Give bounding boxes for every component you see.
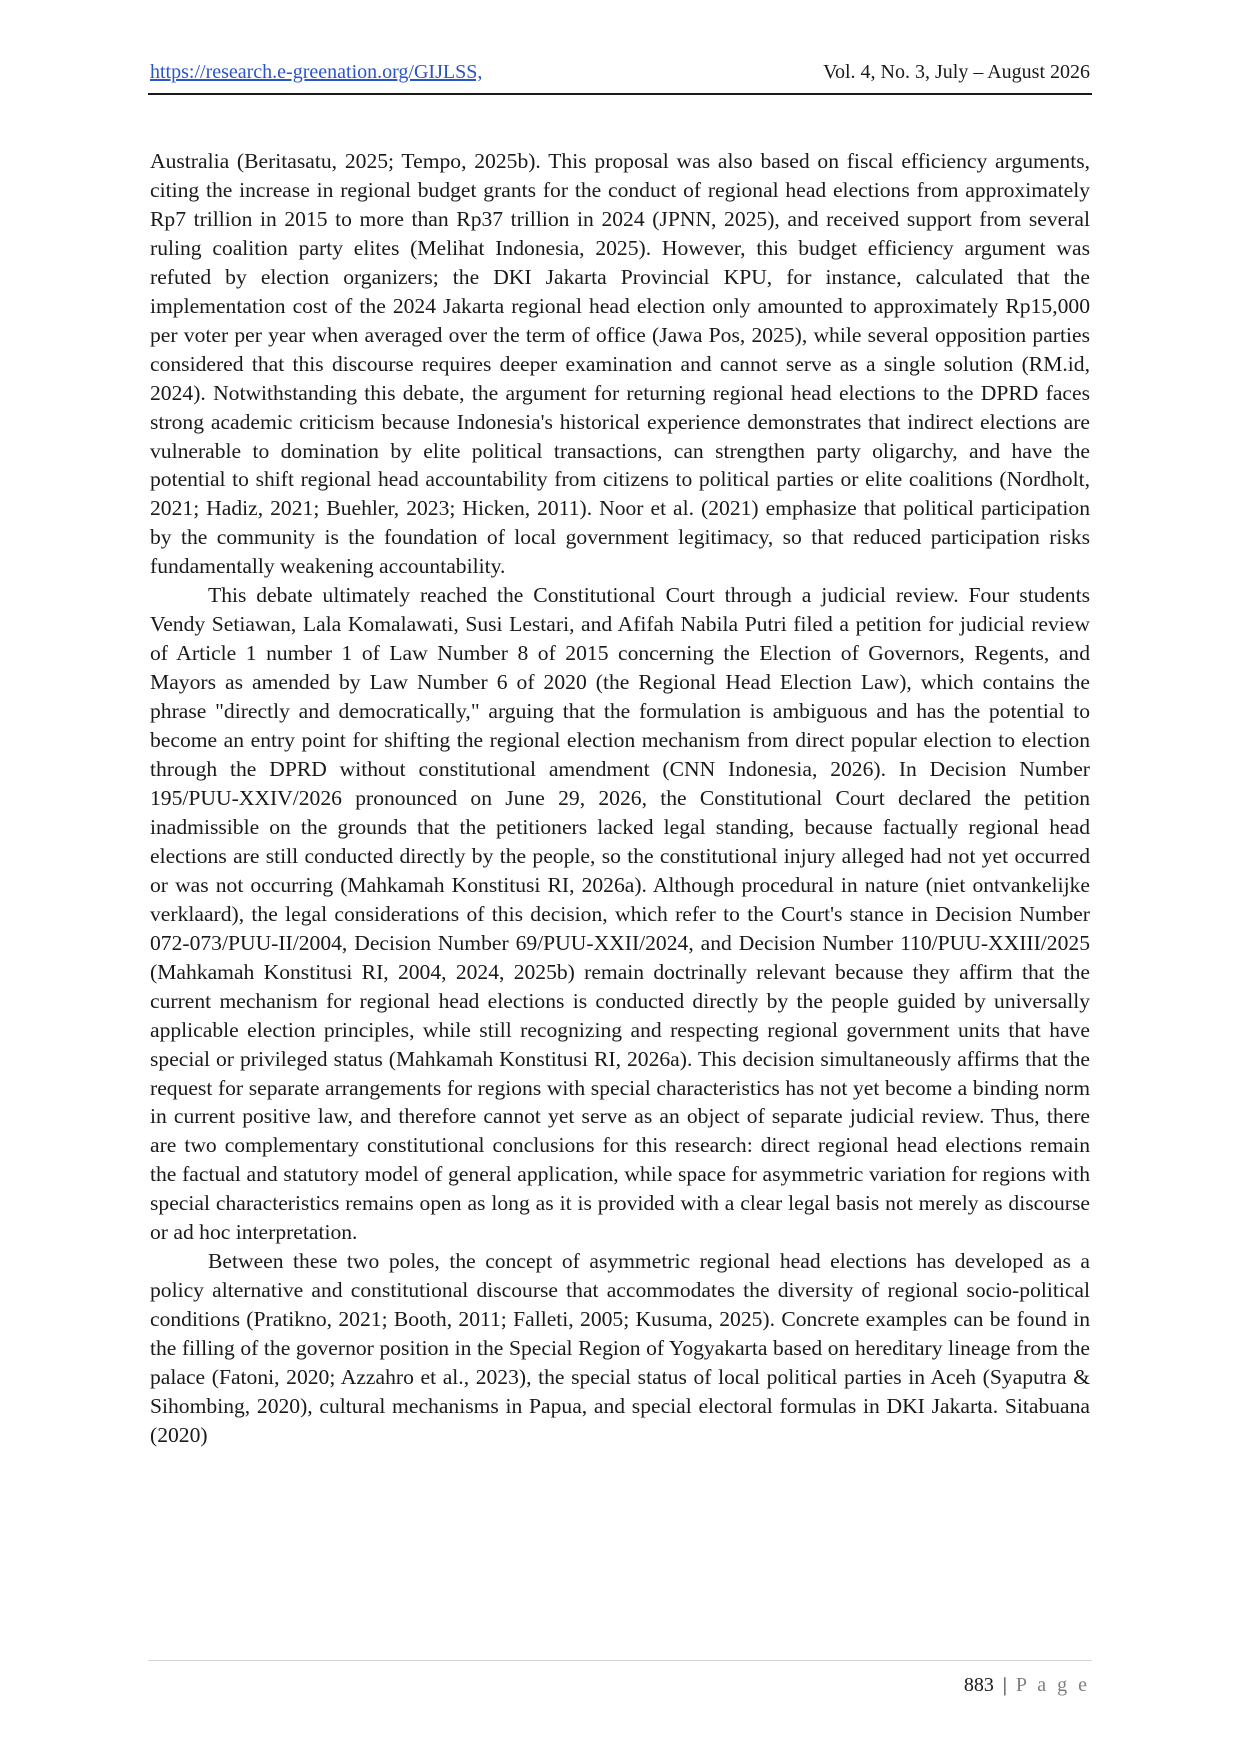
body-paragraph-3: Between these two poles, the concept of asymmetric regional head elections has developed as a policy alternative and constitutional discourse that accommodates the diversity of regional socio-political conditions (Pratikno, 2021; Booth, 2011; Falleti, 2005; Kusuma, 2025). Concrete examples can be found in the filling of the governor position in the Special Region of Yogyakarta based on hereditary lineage from the palace (Fatoni, 2020; Azzahro et al., 2023), the special status of local political parties in Aceh (Syaputra & Sihombing, 2020), cultural mechanisms in Papua, and special electoral formulas in DKI Jakarta. Sitabuana (2020) — [150, 1249, 1090, 1447]
page-label: P a g e — [1015, 1674, 1090, 1696]
journal-url-link[interactable]: https://research.e-greenation.org/GIJLSS, — [150, 61, 483, 83]
running-header — [150, 58, 1090, 88]
header-divider — [148, 93, 1092, 95]
article-body — [150, 147, 1090, 1450]
footer-divider — [148, 1660, 1092, 1661]
issue-info: Vol. 4, No. 3, July – August 2026 — [823, 61, 1090, 83]
page-separator: | — [1002, 1674, 1007, 1696]
page-footer — [964, 1672, 1090, 1698]
page-number: 883 — [963, 1674, 994, 1696]
body-paragraph-2: This debate ultimately reached the Constitutional Court through a judicial review. Four students Vendy Setiawan, Lala Komalawati, Susi Lestari, and Afifah Nabila Putri filed a petition for judicial review of Article 1 number 1 of Law Number 8 of 2015 concerning the Election of Governors, Regents, and Mayors as amended by Law Number 6 of 2020 (the Regional Head Election Law), which contains the phrase "directly and democratically," arguing that the formulation is ambiguous and has the potential to become an entry point for shifting the regional election mechanism from direct popular election to election through the DPRD without constitutional amendment (CNN Indonesia, 2026). In Decision Number 195/PUU-XXIV/2026 pronounced on June 29, 2026, the Constitutional Court declared the petition inadmissible on the grounds that the petitioners lacked legal standing, because factually regional head elections are still conducted directly by the people, so the constitutional injury alleged had not yet occurred or was not occurring (Mahkamah Konstitusi RI, 2026a). Although procedural in nature (niet ontvankelijke verklaard), the legal considerations of this decision, which refer to the Court's stance in Decision Number 072-073/PUU-II/2004, Decision Number 69/PUU-XXII/2024, and Decision Number 110/PUU-XXIII/2025 (Mahkamah Konstitusi RI, 2004, 2024, 2025b) remain doctrinally relevant because they affirm that the current mechanism for regional head elections is conducted directly by the people guided by universally applicable election principles, while still recognizing and respecting regional government units that have special or privileged status (Mahkamah Konstitusi RI, 2026a). This decision simultaneously affirms that the request for separate arrangements for regions with special characteristics has not yet become a binding norm in current positive law, and therefore cannot yet serve as an object of separate judicial review. Thus, there are two complementary constitutional conclusions for this research: direct regional head elections remain the factual and statutory model of general application, while space for asymmetric variation for regions with special characteristics remains open as long as it is provided with a clear legal basis not merely as discourse or ad hoc interpretation. — [150, 583, 1090, 1245]
body-paragraph-1: Australia (Beritasatu, 2025; Tempo, 2025b). This proposal was also based on fiscal efficiency arguments, citing the increase in regional budget grants for the conduct of regional head elections from approximately Rp7 trillion in 2015 to more than Rp37 trillion in 2024 (JPNN, 2025), and received support from several ruling coalition party elites (Melihat Indonesia, 2025). However, this budget efficiency argument was refuted by election organizers; the DKI Jakarta Provincial KPU, for instance, calculated that the implementation cost of the 2024 Jakarta regional head election only amounted to approximately Rp15,000 per voter per year when averaged over the term of office (Jawa Pos, 2025), while several opposition parties considered that this discourse requires deeper examination and cannot serve as a single solution (RM.id, 2024). Notwithstanding this debate, the argument for returning regional head elections to the DPRD faces strong academic criticism because Indonesia's historical experience demonstrates that indirect elections are vulnerable to domination by elite political transactions, can strengthen party oligarchy, and have the potential to shift regional head accountability from citizens to political parties or elite coalitions (Nordholt, 2021; Hadiz, 2021; Buehler, 2023; Hicken, 2011). Noor et al. (2021) emphasize that political participation by the community is the foundation of local government legitimacy, so that reduced participation risks fundamentally weakening accountability. — [150, 149, 1090, 579]
